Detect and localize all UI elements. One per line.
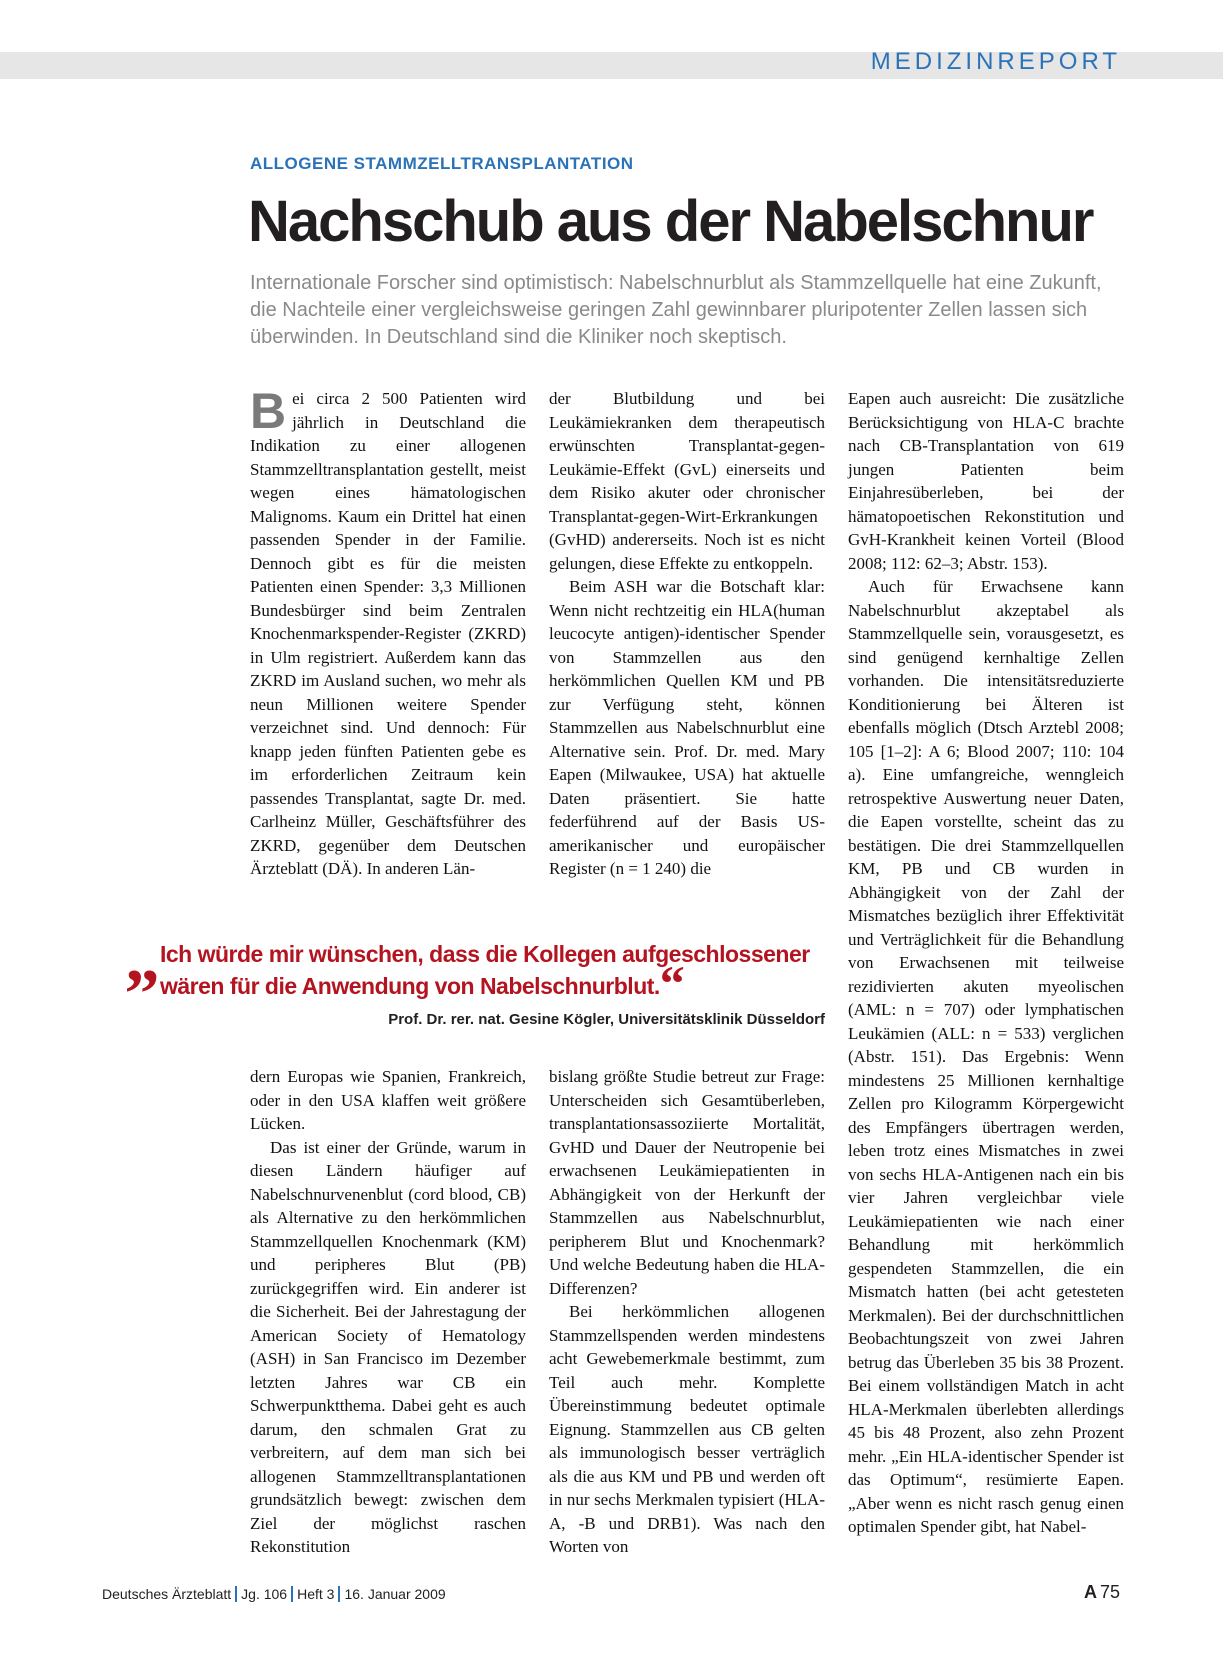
column-2-top xyxy=(549,387,825,900)
pull-quote xyxy=(120,920,825,1028)
article-kicker: ALLOGENE STAMMZELLTRANSPLANTATION xyxy=(250,154,634,173)
paragraph: Bei herkömmlichen allogenen Stammzellspenden werden mindestens acht Gewebemerkmale bestimmt, zum Teil auch mehr. Komplette Übereinstimmung bedeutet optimale Eignung. Stammzellen aus CB gelten als immunologisch besser verträglich als die aus KM und PB und werden oft in nur sechs Merkmalen typisiert (HLA-A, -B und DRB1). Was nach den Worten von xyxy=(549,1302,825,1556)
close-quote-mark: “ xyxy=(659,955,685,1011)
issue: Heft 3 xyxy=(297,1586,335,1602)
footer-citation xyxy=(102,1586,446,1602)
journal-name: Deutsches Ärzteblatt xyxy=(102,1586,232,1602)
open-quote-mark: „ xyxy=(125,920,160,997)
date: 16. Januar 2009 xyxy=(344,1586,446,1602)
paragraph: Das ist einer der Gründe, warum in diesen Ländern häufiger auf Nabelschnurvenenblut (cord blood, CB) als Alternative zu den herkömmlichen Stammzellquellen Knochenmark (KM) und peripheres Blut (PB) zurückgegriffen wird. Ein anderer ist die Sicherheit. Bei der Jahrestagung der American Society of Hematology (ASH) in San Francisco im Dezember letzten Jahres war CB ein Schwerpunktthema. Dabei geht es auch darum, den schmalen Grat zu verbreitern, auf dem man sich bei allogenen Stammzelltransplantationen grundsätzlich bewegt: zwischen dem Ziel der möglichst raschen Rekonstitution xyxy=(250,1137,526,1556)
page-number xyxy=(1084,1582,1120,1603)
pull-quote-text: Ich würde mir wünschen, dass die Kollegen aufgeschlossener wären für die Anwendung von Nabelschnurblut. xyxy=(160,941,810,999)
page-number-value: 75 xyxy=(1099,1582,1120,1602)
divider xyxy=(235,1586,237,1602)
drop-cap: B xyxy=(250,383,287,439)
paragraph: Auch für Erwachsene kann Nabelschnurblut akzeptabel als Stammzellquelle sein, vorausgesetzt, es sind genügend kernhaltige Zellen vorhanden. Die intensitätsreduzierte Konditionierung bei Älteren ist ebenfalls möglich (Dtsch Arztebl 2008; 105 [1–2]: A 6; Blood 2007; 110: 104 a). Eine umfangreiche, wenngleich retrospektive Auswertung neuer Daten, die Eapen vorstellte, scheint das zu bestätigen. Die drei Stammzellquellen KM, PB und CB wurden in Abhängigkeit von der Zahl der Mismatches bezüglich ihrer Effektivität und Verträglichkeit für die Behandlung von Erwachsenen mit teilweise rezidivierten akuten myeolischen (AML: n = 707) oder lymphatischen Leukämien (ALL: n = 533) verglichen (Abstr. 151). Das Ergebnis: Wenn mindestens 25 Millionen kernhaltige Zellen pro Kilogramm Körpergewicht des Empfängers übertragen werden, leben trotz eines Mismatches in zwei von sechs HLA-Antigenen nach ein bis vier Jahren vergleichbar viele Leukämiepatienten wie nach einer Behandlung mit herkömmlich gespendeten Stammzellen, die ein Mismatch hatten (bei acht getesteten Merkmalen). Bei der durchschnittlichen Beobachtungszeit von zwei Jahren betrug das Überleben 35 bis 38 Prozent. Bei einem vollständigen Match in acht HLA-Merkmalen überlebten allerdings 45 bis 48 Prozent, also zehn Prozent mehr. „Ein HLA-identischer Spender ist das Optimum“, resümierte Eapen. „Aber wenn es nicht rasch genug einen optimalen Spender gibt, hat Nabel- xyxy=(848,577,1124,1536)
column-3 xyxy=(848,387,1124,1567)
paragraph: ei circa 2 500 Patienten wird jährlich in Deutschland die Indikation zu einer allogenen Stammzelltransplantation gestellt, meist wegen eines hämatologischen Malignoms. Kaum ein Drittel hat einen passenden Spender in der Familie. Dennoch gibt es für die meisten Patienten einen Spender: 3,3 Millionen Bundesbürger sind beim Zentralen Knochenmarkspender-Register (ZKRD) in Ulm registriert. Außerdem kann das ZKRD im Ausland suchen, wo mehr als neun Millionen weitere Spender verzeichnet sind. Und dennoch: Für knapp jeden fünften Patienten gebe es im erforderlichen Zeitraum kein passendes Transplantat, sagte Dr. med. Carlheinz Müller, Geschäftsführer des ZKRD, gegenüber dem Deutschen Ärzteblatt (DÄ). In anderen Län- xyxy=(250,389,526,878)
paragraph: Beim ASH war die Botschaft klar: Wenn nicht rechtzeitig ein HLA(human leucocyte antigen)-identischer Spender von Stammzellen aus den herkömmlichen Quellen KM und PB zur Verfügung steht, können Stammzellen aus Nabelschnurblut eine Alternative sein. Prof. Dr. med. Mary Eapen (Milwaukee, USA) hat aktuelle Daten präsentiert. Sie hatte federführend auf der Basis US-amerikanischer und europäischer Register (n = 1 240) die xyxy=(549,577,825,878)
section-label: MEDIZINREPORT xyxy=(870,48,1121,75)
divider xyxy=(291,1586,293,1602)
volume: Jg. 106 xyxy=(241,1586,288,1602)
column-1-top xyxy=(250,383,526,900)
paragraph: dern Europas wie Spanien, Frankreich, oder in den USA klaffen weit größere Lücken. xyxy=(250,1067,526,1133)
page-prefix: A xyxy=(1083,1582,1097,1602)
divider xyxy=(338,1586,340,1602)
article-lead: Internationale Forscher sind optimistisch: Nabelschnurblut als Stammzellquelle hat eine Zukunft, die Nachteile einer vergleichsweise geringen Zahl gewinnbarer pluripotenter Zellen lassen sich überwinden. In Deutschland sind die Kliniker noch skeptisch. xyxy=(250,272,1102,348)
paragraph: Eapen auch ausreicht: Die zusätzliche Berücksichtigung von HLA-C brachte nach CB-Transplantation von 619 jungen Patienten beim Einjahresüberleben, bei der hämatopoetischen Rekonstitution und GvH-Krankheit keinen Vorteil (Blood 2008; 112: 62–3; Abstr. 153). xyxy=(848,389,1124,573)
paragraph: der Blutbildung und bei Leukämiekranken dem therapeutisch erwünschten Transplantat-gegen-Leukämie-Effekt (GvL) einerseits und dem Risiko akuter oder chronischer Transplantat-gegen-Wirt-Erkrankungen (GvHD) andererseits. Noch ist es nicht gelungen, diese Effekte zu entkoppeln. xyxy=(549,389,825,573)
column-2-bottom xyxy=(549,1065,825,1565)
column-1-bottom xyxy=(250,1065,526,1565)
paragraph: bislang größte Studie betreut zur Frage: Unterscheiden sich Gesamtüberleben, transplantationsassoziierte Mortalität, GvHD und Dauer der Neutropenie bei erwachsenen Leukämiepatienten in Abhängigkeit von der Herkunft der Stammzellen aus Nabelschnurblut, peripherem Blut und Knochenmark? Und welche Bedeutung haben die HLA-Differenzen? xyxy=(549,1067,825,1298)
article-title: Nachschub aus der Nabelschnur xyxy=(248,189,1093,254)
pull-quote-source: Prof. Dr. rer. nat. Gesine Kögler, Universitätsklinik Düsseldorf xyxy=(388,1011,825,1028)
